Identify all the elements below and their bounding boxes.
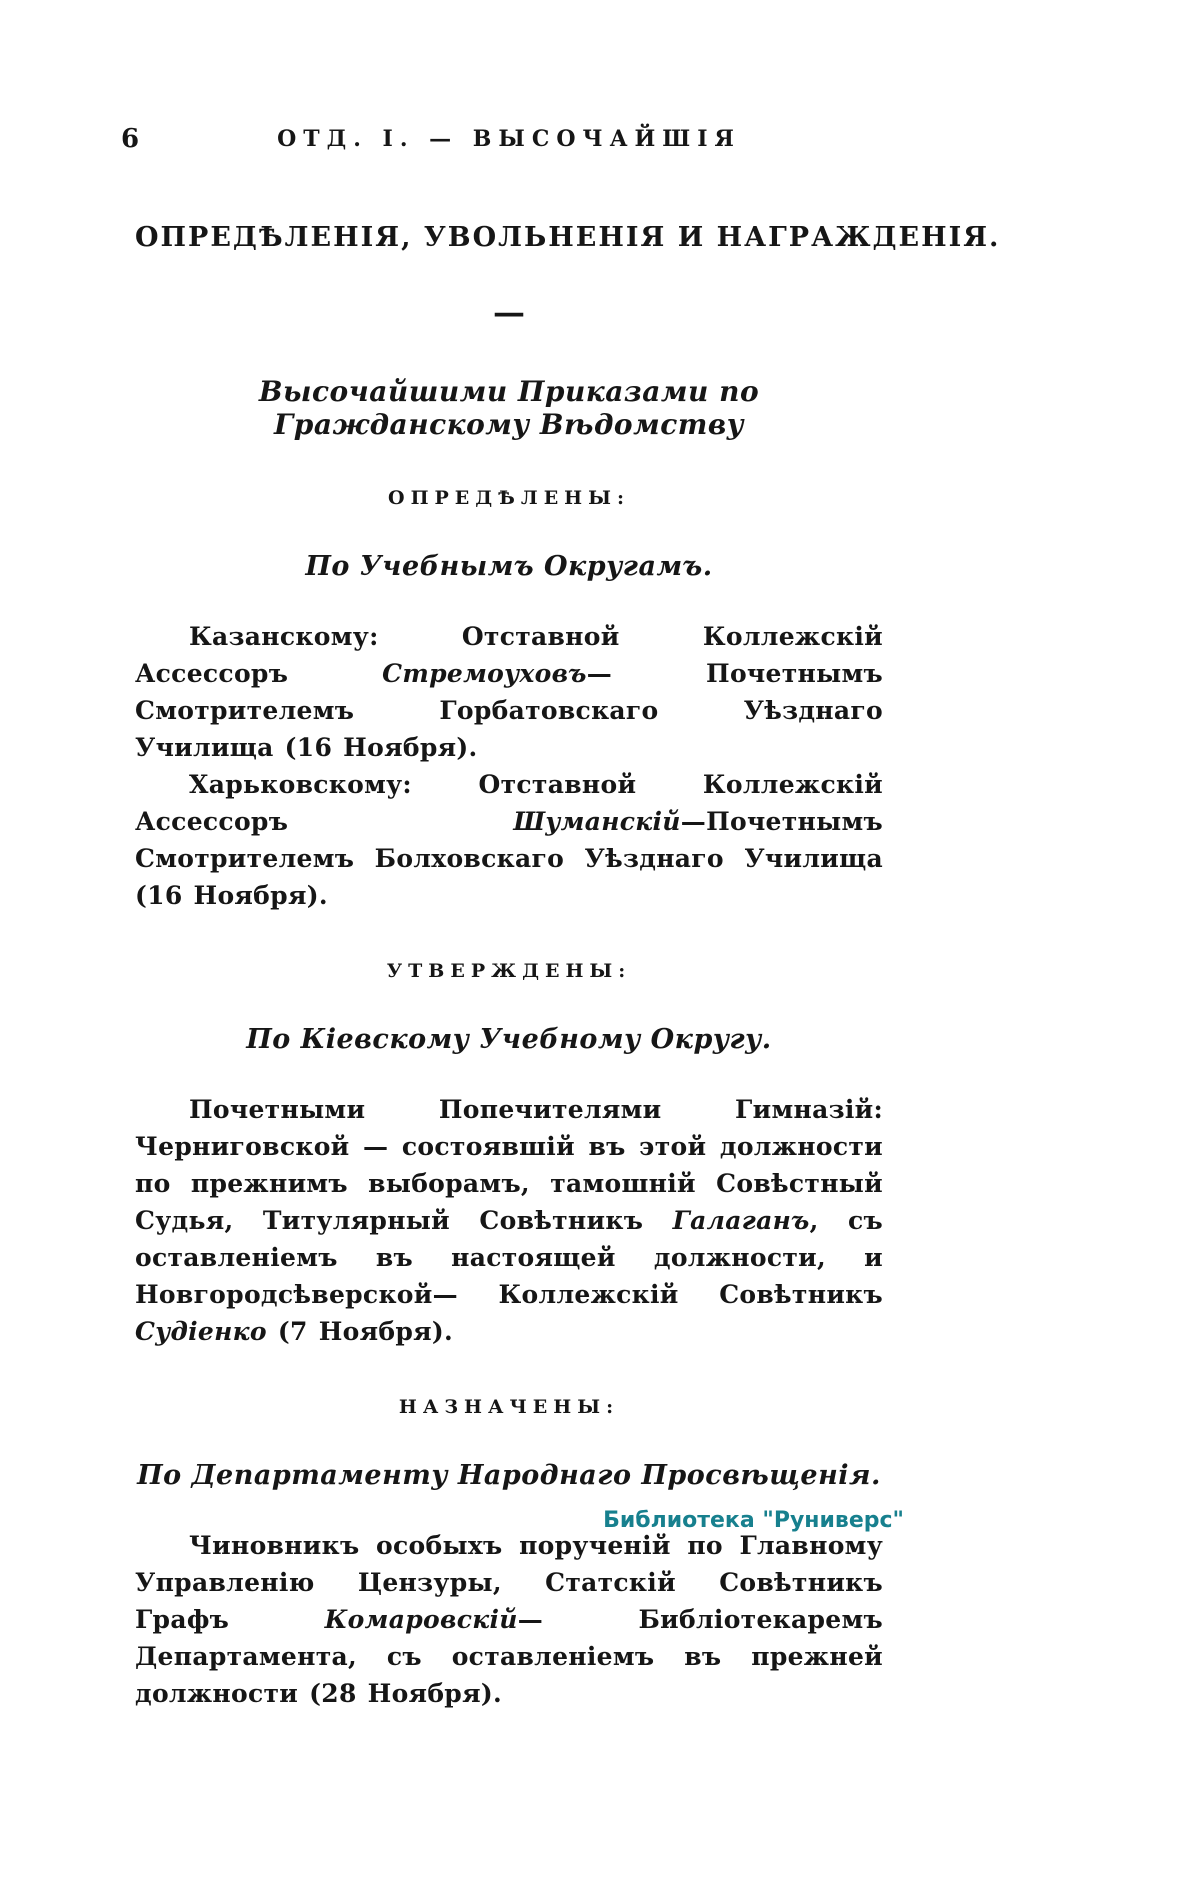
book-page: [121, 0, 1001, 1712]
text-run: (7 Ноября).: [266, 1317, 454, 1346]
running-header-title: ОТД. І. — ВЫСОЧАЙШІЯ: [277, 126, 741, 152]
text-run: —Почетнымъ Смотрителемъ Болховскаго Уѣзднаго Училища (16 Ноября).: [135, 807, 883, 910]
paragraph-kazanskomu: [135, 618, 883, 766]
text-run: , съ оставленіемъ въ настоящей должности, и Новгородсѣверской— Коллежскій Совѣтникъ: [135, 1206, 883, 1309]
person-name-italic: Судіенко: [135, 1317, 267, 1346]
section-divider: —: [493, 293, 525, 331]
subheading-kievsky-okrug: По Кіевскому Учебному Округу.: [246, 1024, 772, 1055]
person-name-italic: Шуманскій: [513, 807, 681, 836]
section-label-opredeleny: ОПРЕДѢЛЕНЫ:: [388, 487, 630, 509]
text-run: — Почетнымъ Смотрителемъ Горбатовскаго Уѣзднаго Училища (16 Ноября).: [135, 659, 883, 762]
section-label-naznacheny: НАЗНАЧЕНЫ:: [398, 1396, 620, 1418]
subheading-uchebnym-okrugam: По Учебнымъ Округамъ.: [305, 551, 713, 582]
page-number: 6: [121, 124, 140, 154]
person-name-italic: Стремоуховъ: [382, 659, 587, 688]
text-run: Харьковскому: Отставной Коллежскій Ассессоръ: [135, 770, 883, 836]
paragraph-kiev: [135, 1091, 883, 1350]
running-header: [121, 0, 883, 154]
section-label-utverzhdeny: УТВЕРЖДЕНЫ:: [386, 960, 632, 982]
person-name-italic: Галаганъ: [672, 1206, 810, 1235]
subheading-departament-prosveshcheniya: По Департаменту Народнаго Просвѣщенія.: [137, 1460, 881, 1491]
text-run: Чиновникъ особыхъ порученій по Главному Управленію Цензуры, Статскій Совѣтникъ Графъ: [135, 1531, 883, 1634]
text-run: — Библіотекаремъ Департамента, съ оставленіемъ въ прежней должности (28 Ноября).: [135, 1605, 883, 1708]
paragraph-kharkovskomu: [135, 766, 883, 914]
text-run: Казанскому: Отставной Коллежскій Ассессоръ: [135, 622, 883, 688]
decree-heading: Высочайшими Приказами по Гражданскому Вѣдомству: [258, 375, 760, 441]
person-name-italic: Комаровскій: [324, 1605, 518, 1634]
text-run: Почетными Попечителями Гимназій: Черниговской — состоявшій въ этой должности по прежнимъ выборамъ, тамошній Совѣстный Судья, Титулярный Совѣтникъ: [135, 1095, 883, 1235]
document-title: ОПРЕДѢЛЕНІЯ, УВОЛЬНЕНІЯ И НАГРАЖДЕНІЯ.: [135, 222, 1001, 253]
paragraph-departament: [135, 1527, 883, 1712]
runivers-watermark: Библиотека "Руниверс": [603, 1508, 904, 1533]
